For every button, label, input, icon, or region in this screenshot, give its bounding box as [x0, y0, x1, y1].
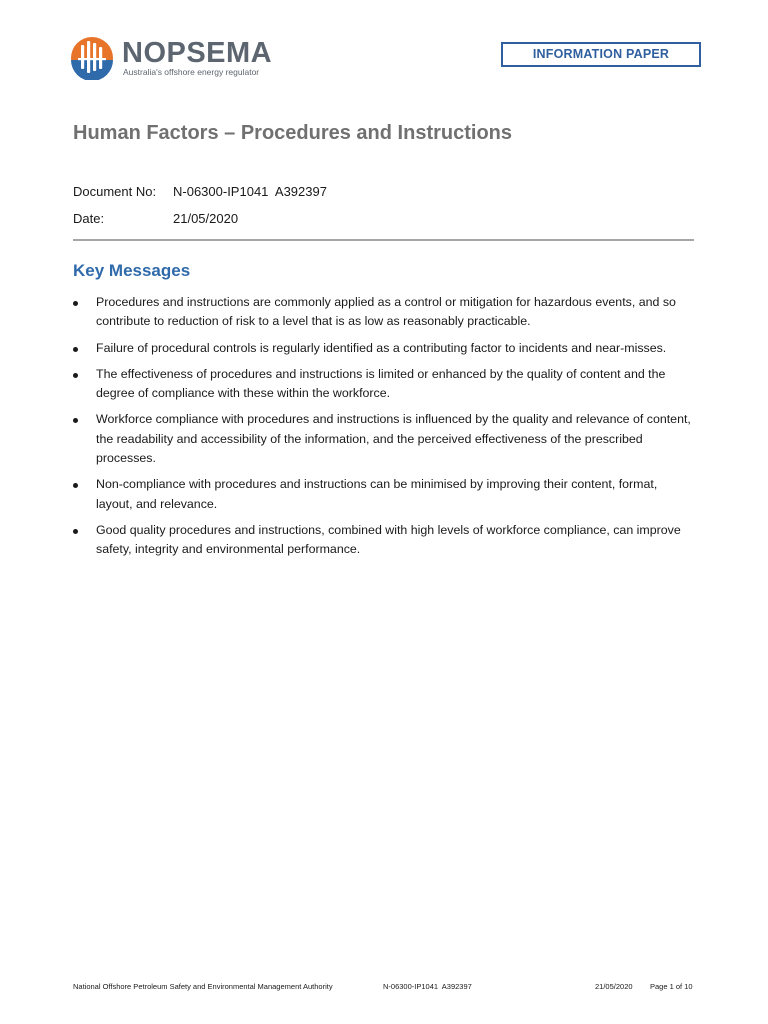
footer-page-number: Page 1 of 10: [650, 982, 693, 991]
logo-wordmark: NOPSEMA: [122, 37, 273, 69]
list-item: [73, 521, 695, 560]
document-number-value: N-06300-IP1041 A392397: [173, 184, 327, 199]
document-type-badge: INFORMATION PAPER: [501, 42, 701, 67]
list-item: [73, 365, 695, 404]
footer-document-ref: N-06300-IP1041 A392397: [383, 982, 472, 991]
list-item: [73, 293, 695, 332]
key-messages-list: [73, 293, 695, 567]
nopsema-logo: [70, 36, 280, 82]
document-number-row: [73, 184, 327, 199]
bullet-icon: [73, 418, 78, 423]
bullet-icon: [73, 529, 78, 534]
bullet-icon: [73, 373, 78, 378]
list-item-text: Workforce compliance with procedures and instructions is influenced by the quality and relevance of content, the readability and accessibility of the information, and the perceived effectiveness of the prescribed processes.: [96, 412, 691, 466]
list-item: [73, 475, 695, 514]
list-item-text: The effectiveness of procedures and instructions is limited or enhanced by the quality of content and the degree of compliance with these within the workforce.: [96, 366, 666, 401]
footer-date: 21/05/2020: [595, 982, 633, 991]
footer-organisation: National Offshore Petroleum Safety and Environmental Management Authority: [73, 982, 333, 991]
key-messages-heading: Key Messages: [73, 261, 191, 280]
document-number-label: Document No:: [73, 184, 157, 199]
list-item: [73, 339, 695, 358]
bullet-icon: [73, 301, 78, 306]
list-item-text: Failure of procedural controls is regularly identified as a contributing factor to incidents and near-misses.: [96, 340, 667, 355]
bullet-icon: [73, 483, 78, 488]
list-item-text: Non-compliance with procedures and instructions can be minimised by improving their content, format, layout, and relevance.: [96, 477, 658, 511]
list-item-text: Procedures and instructions are commonly applied as a control or mitigation for hazardous events, and so contribute to reduction of risk to a level that is as low as reasonably practicable.: [96, 295, 676, 329]
document-title: Human Factors – Procedures and Instructions: [73, 122, 512, 144]
logo-tagline: Australia's offshore energy regulator: [123, 67, 260, 77]
nopsema-emblem-icon: [70, 36, 114, 80]
list-item: [73, 410, 695, 468]
document-date-value: 21/05/2020: [173, 211, 239, 226]
document-date-row: [73, 211, 238, 226]
bullet-icon: [73, 347, 78, 352]
header-divider: [73, 239, 694, 241]
list-item-text: Good quality procedures and instructions, combined with high levels of workforce compliance, can improve safety, integrity and environmental performance.: [96, 522, 681, 557]
document-date-label: Date:: [73, 211, 105, 226]
